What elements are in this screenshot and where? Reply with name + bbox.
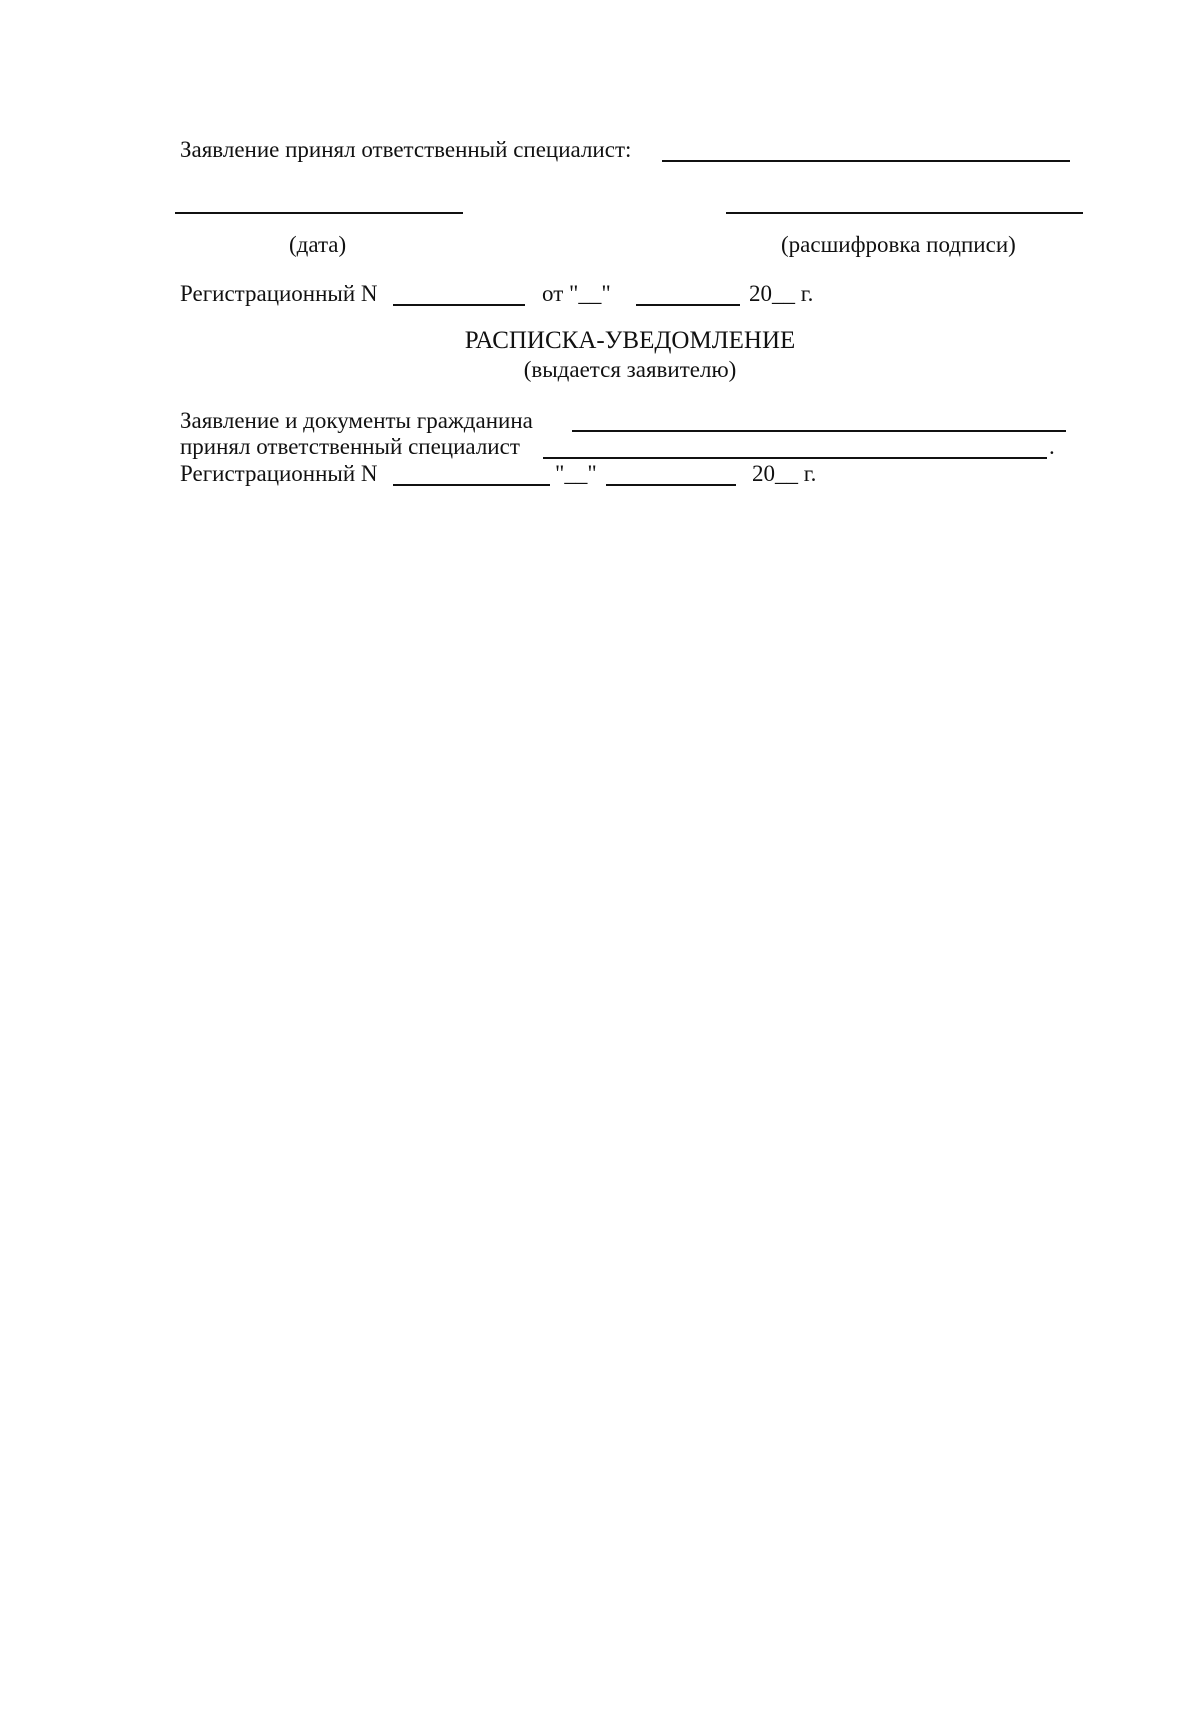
registration-date-ot: от "__" bbox=[542, 281, 611, 306]
accepted-by-label: Заявление принял ответственный специалист: bbox=[180, 137, 632, 162]
specialist-label: принял ответственный специалист bbox=[180, 434, 520, 459]
specialist-blank[interactable] bbox=[543, 457, 1047, 459]
date-caption: (дата) bbox=[289, 232, 347, 257]
citizen-documents-label: Заявление и документы гражданина bbox=[180, 408, 533, 433]
receipt-date-quotes: "__" bbox=[555, 461, 597, 486]
receipt-month-blank[interactable] bbox=[606, 484, 736, 486]
registration-year: 20__ г. bbox=[749, 281, 814, 306]
receipt-registration-blank[interactable] bbox=[393, 484, 550, 486]
receipt-registration-label: Регистрационный N bbox=[180, 461, 378, 486]
signature-blank[interactable] bbox=[726, 212, 1083, 214]
receipt-subtitle: (выдается заявителю) bbox=[523, 357, 737, 382]
citizen-name-blank[interactable] bbox=[572, 430, 1066, 432]
accepted-by-blank[interactable] bbox=[662, 160, 1070, 162]
date-blank[interactable] bbox=[175, 212, 463, 214]
signature-caption: (расшифровка подписи) bbox=[781, 232, 1016, 257]
registration-month-blank[interactable] bbox=[636, 304, 740, 306]
registration-number-blank[interactable] bbox=[393, 304, 525, 306]
receipt-year: 20__ г. bbox=[752, 461, 817, 486]
specialist-period: . bbox=[1049, 434, 1055, 459]
receipt-title: РАСПИСКА-УВЕДОМЛЕНИЕ bbox=[464, 327, 796, 354]
registration-number-label: Регистрационный N bbox=[180, 281, 378, 306]
